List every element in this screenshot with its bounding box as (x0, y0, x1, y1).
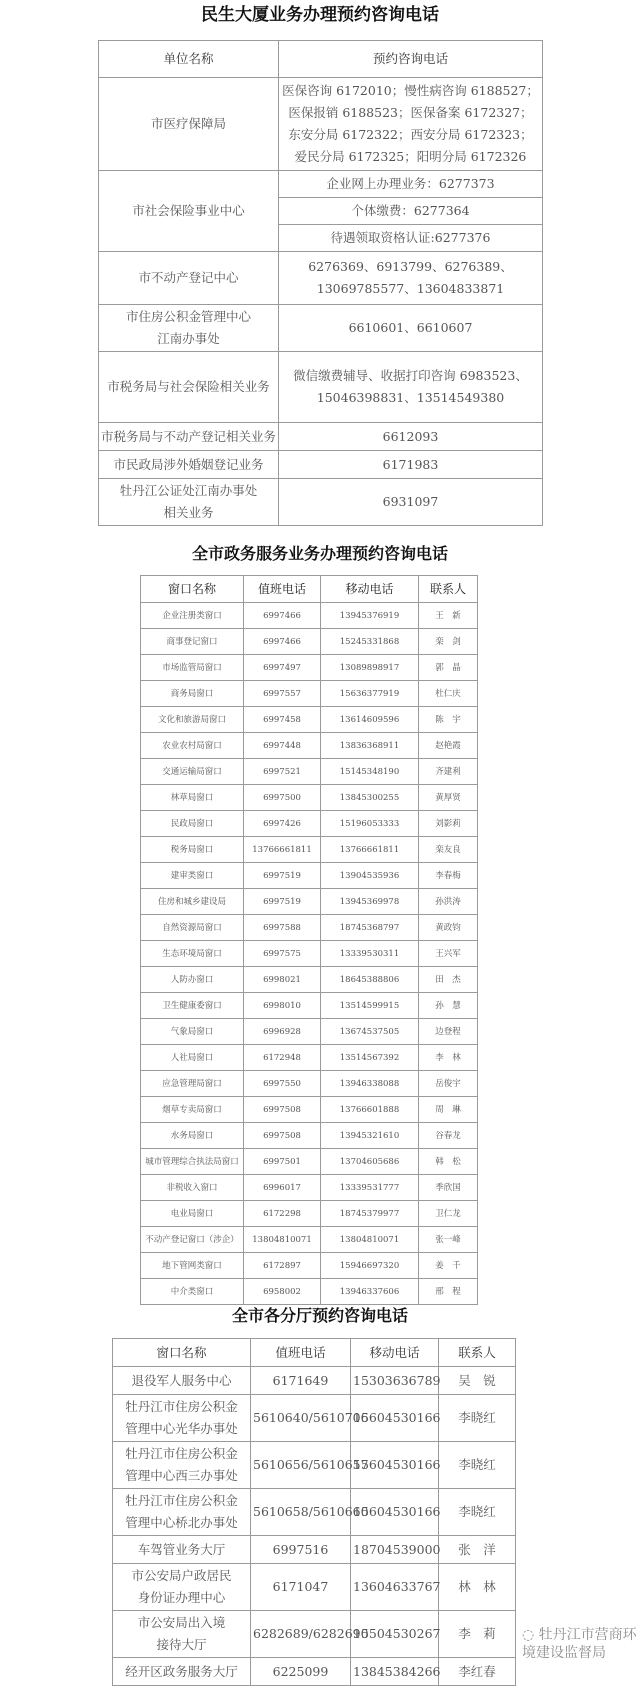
table-row (113, 1658, 516, 1686)
unit-cell: 市社会保险事业中心 (99, 171, 279, 252)
table-row (141, 1149, 478, 1175)
mobile-cell: 15604530166 (351, 1395, 439, 1442)
cell-line: 市住房公积金管理中心 (125, 309, 251, 324)
duty-phone-cell: 13766661811 (244, 837, 321, 863)
table-row (141, 915, 478, 941)
mobile-cell: 13604633767 (351, 1564, 439, 1611)
contact-cell: 张一峰 (419, 1227, 478, 1253)
contact-cell: 李 莉 (439, 1611, 516, 1658)
mobile-cell: 13766661811 (321, 837, 419, 863)
duty-phone-cell: 6997508 (244, 1097, 321, 1123)
window-name-cell (113, 1367, 251, 1395)
table-row (113, 1564, 516, 1611)
table-header-row (113, 1339, 516, 1367)
contact-cell: 陈 宇 (419, 707, 478, 733)
window-name-cell: 烟草专卖局窗口 (141, 1097, 244, 1123)
mobile-cell: 18645388806 (321, 967, 419, 993)
window-name-cell: 城市管理综合执法局窗口 (141, 1149, 244, 1175)
duty-phone-cell: 6997466 (244, 603, 321, 629)
window-name-cell: 住房和城乡建设局 (141, 889, 244, 915)
table-row (99, 352, 543, 423)
contact-cell: 田 杰 (419, 967, 478, 993)
table-row (141, 941, 478, 967)
header-duty-phone: 值班电话 (244, 576, 321, 603)
cell-line: 爱民分局 6172325；阳明分局 6172326 (294, 149, 527, 164)
window-name-cell: 商事登记窗口 (141, 629, 244, 655)
table-row (113, 1611, 516, 1658)
window-name-cell: 人社局窗口 (141, 1045, 244, 1071)
window-name-cell: 文化和旅游局窗口 (141, 707, 244, 733)
contact-cell: 齐建利 (419, 759, 478, 785)
window-name-cell (113, 1536, 251, 1564)
mobile-cell: 15504530267 (351, 1611, 439, 1658)
cell-line: 管理中心桥北办事处 (125, 1515, 238, 1530)
window-name-cell: 水务局窗口 (141, 1123, 244, 1149)
table-row (141, 1097, 478, 1123)
table-row (99, 451, 543, 479)
contact-cell: 李 林 (419, 1045, 478, 1071)
mobile-cell: 13836368911 (321, 733, 419, 759)
window-name-cell: 中介类窗口 (141, 1279, 244, 1305)
duty-phone-cell: 5610640/5610706 (251, 1395, 351, 1442)
phone-cell (279, 305, 543, 352)
contact-cell: 吴 锐 (439, 1367, 516, 1395)
window-name-cell: 气象局窗口 (141, 1019, 244, 1045)
table-row (141, 759, 478, 785)
mobile-cell: 13945369978 (321, 889, 419, 915)
window-name-cell (113, 1442, 251, 1489)
table-header-row (141, 576, 478, 603)
cell-line: 牡丹江市住房公积金 (125, 1493, 238, 1508)
table-row (141, 603, 478, 629)
duty-phone-cell: 6997521 (244, 759, 321, 785)
duty-phone-cell: 6171047 (251, 1564, 351, 1611)
table-row (141, 1019, 478, 1045)
contact-cell: 王兴军 (419, 941, 478, 967)
duty-phone-cell: 6998021 (244, 967, 321, 993)
unit-cell (99, 479, 279, 526)
section1-title: 民生大厦业务办理预约咨询电话 (201, 5, 439, 25)
duty-phone-cell: 6997550 (244, 1071, 321, 1097)
mobile-cell: 18745368797 (321, 915, 419, 941)
cell-line: 6612093 (382, 428, 439, 444)
window-name-cell (113, 1611, 251, 1658)
cell-line: 15046398831、13514549380 (316, 390, 505, 405)
mobile-cell: 15604530166 (351, 1442, 439, 1489)
window-name-cell: 地下管网类窗口 (141, 1253, 244, 1279)
unit-cell: 市医疗保障局 (99, 78, 279, 171)
duty-phone-cell: 6997557 (244, 681, 321, 707)
table-row (141, 993, 478, 1019)
wechat-icon: ◌ (522, 1627, 539, 1643)
contact-cell: 李春梅 (419, 863, 478, 889)
header-duty-phone: 值班电话 (251, 1339, 351, 1367)
table-row (141, 811, 478, 837)
contact-cell: 林 林 (439, 1564, 516, 1611)
contact-cell: 张 洋 (439, 1536, 516, 1564)
mobile-cell: 13339530311 (321, 941, 419, 967)
cell-line: 市公安局出入境 (137, 1615, 226, 1630)
cell-line: 接待大厅 (156, 1637, 207, 1652)
contact-cell: 韩 松 (419, 1149, 478, 1175)
mobile-cell: 13766601888 (321, 1097, 419, 1123)
mobile-cell: 13514567392 (321, 1045, 419, 1071)
table-row (99, 252, 543, 305)
cell-line: 管理中心光华办事处 (125, 1421, 238, 1436)
phone-cell (279, 252, 543, 305)
table-row (113, 1367, 516, 1395)
mobile-cell: 13339531777 (321, 1175, 419, 1201)
window-name-cell: 生态环境局窗口 (141, 941, 244, 967)
cell-line: 经开区政务服务大厅 (125, 1663, 238, 1679)
mobile-cell: 13945376919 (321, 603, 419, 629)
header-phone: 预约咨询电话 (279, 41, 543, 78)
table-header-row (99, 41, 543, 78)
header-mobile: 移动电话 (321, 576, 419, 603)
window-name-cell: 建审类窗口 (141, 863, 244, 889)
mobile-cell: 13704605686 (321, 1149, 419, 1175)
mobile-cell: 15303636789 (351, 1367, 439, 1395)
section3-table (112, 1338, 516, 1686)
mobile-cell: 13945321610 (321, 1123, 419, 1149)
duty-phone-cell: 6997426 (244, 811, 321, 837)
window-name-cell: 不动产登记窗口（涉企） (141, 1227, 244, 1253)
phone-cell (279, 451, 543, 479)
cell-line: 6931097 (382, 494, 439, 509)
phone-cell (279, 423, 543, 451)
window-name-cell: 人防办窗口 (141, 967, 244, 993)
contact-cell: 谷春龙 (419, 1123, 478, 1149)
header-window: 窗口名称 (113, 1339, 251, 1367)
phone-cell: 个体缴费：6277364 (279, 198, 543, 225)
cell-line: 牡丹江公证处江南办事处 (119, 483, 258, 498)
window-name-cell (113, 1395, 251, 1442)
table-row (141, 863, 478, 889)
contact-cell: 孙洪涛 (419, 889, 478, 915)
window-name-cell: 企业注册类窗口 (141, 603, 244, 629)
window-name-cell: 自然资源局窗口 (141, 915, 244, 941)
section2-table (140, 575, 478, 1305)
cell-line: 江南办事处 (157, 331, 220, 346)
duty-phone-cell: 6997458 (244, 707, 321, 733)
table-row (141, 707, 478, 733)
duty-phone-cell: 6997519 (244, 863, 321, 889)
duty-phone-cell: 6225099 (251, 1658, 351, 1686)
cell-line: 牡丹江市住房公积金 (125, 1446, 238, 1461)
window-name-cell: 商务局窗口 (141, 681, 244, 707)
header-contact: 联系人 (439, 1339, 516, 1367)
mobile-cell: 15636377919 (321, 681, 419, 707)
cell-line: 身份证办理中心 (137, 1590, 226, 1605)
contact-cell: 孙 慧 (419, 993, 478, 1019)
table-row (141, 1175, 478, 1201)
contact-cell: 黄政钧 (419, 915, 478, 941)
window-name-cell: 林草局窗口 (141, 785, 244, 811)
mobile-cell: 13089898917 (321, 655, 419, 681)
cell-line: 6610601、6610607 (348, 320, 473, 335)
table-row (141, 681, 478, 707)
duty-phone-cell: 6997516 (251, 1536, 351, 1564)
cell-line: 医保报销 6188523；医保备案 6172327； (288, 105, 533, 120)
duty-phone-cell: 6997588 (244, 915, 321, 941)
mobile-cell: 13904535936 (321, 863, 419, 889)
table-row (141, 1123, 478, 1149)
mobile-cell: 13946338088 (321, 1071, 419, 1097)
mobile-cell: 18704539000 (351, 1536, 439, 1564)
contact-cell: 栾友良 (419, 837, 478, 863)
watermark (522, 1626, 638, 1662)
contact-cell: 李晓红 (439, 1489, 516, 1536)
table-row (99, 78, 543, 171)
table-row (113, 1536, 516, 1564)
cell-line: 13069785577、13604833871 (316, 281, 505, 296)
window-name-cell (113, 1489, 251, 1536)
phone-cell: 待遇领取资格认证:6277376 (279, 225, 543, 252)
duty-phone-cell: 6997466 (244, 629, 321, 655)
duty-phone-cell: 6958002 (244, 1279, 321, 1305)
contact-cell: 杜仁庆 (419, 681, 478, 707)
contact-cell: 邢 程 (419, 1279, 478, 1305)
table-row (99, 423, 543, 451)
mobile-cell: 15245331868 (321, 629, 419, 655)
mobile-cell: 15145348190 (321, 759, 419, 785)
mobile-cell: 13514599915 (321, 993, 419, 1019)
contact-cell: 卫仁龙 (419, 1201, 478, 1227)
cell-line: 6171983 (382, 456, 439, 472)
window-name-cell: 非税收入窗口 (141, 1175, 244, 1201)
contact-cell: 姜 千 (419, 1253, 478, 1279)
table-row (141, 1253, 478, 1279)
table-row (141, 967, 478, 993)
watermark-text: 牡丹江市营商环境建设监督局 (522, 1627, 637, 1661)
phone-cell (279, 78, 543, 171)
duty-phone-cell: 6997501 (244, 1149, 321, 1175)
section3-title: 全市各分厅预约咨询电话 (231, 1306, 408, 1325)
duty-phone-cell: 5610658/5610660 (251, 1489, 351, 1536)
unit-cell (99, 305, 279, 352)
table-row (141, 655, 478, 681)
contact-cell: 季欣国 (419, 1175, 478, 1201)
duty-phone-cell: 5610656/5610657 (251, 1442, 351, 1489)
mobile-cell: 13674537505 (321, 1019, 419, 1045)
table-row (141, 1279, 478, 1305)
contact-cell: 王 新 (419, 603, 478, 629)
window-name-cell: 电业局窗口 (141, 1201, 244, 1227)
section1-table (98, 40, 543, 526)
phone-cell (279, 479, 543, 526)
table-row (141, 1201, 478, 1227)
duty-phone-cell: 6996928 (244, 1019, 321, 1045)
duty-phone-cell: 6997575 (244, 941, 321, 967)
duty-phone-cell: 6172948 (244, 1045, 321, 1071)
window-name-cell: 卫生健康委窗口 (141, 993, 244, 1019)
window-name-cell: 税务局窗口 (141, 837, 244, 863)
contact-cell: 栾 剑 (419, 629, 478, 655)
contact-cell: 李红春 (439, 1658, 516, 1686)
duty-phone-cell: 6996017 (244, 1175, 321, 1201)
mobile-cell: 13614609596 (321, 707, 419, 733)
cell-line: 牡丹江市住房公积金 (125, 1399, 238, 1414)
window-name-cell: 交通运输局窗口 (141, 759, 244, 785)
table-row (99, 305, 543, 352)
table-row (141, 785, 478, 811)
contact-cell: 刘影莉 (419, 811, 478, 837)
mobile-cell: 13804810071 (321, 1227, 419, 1253)
cell-line: 相关业务 (163, 505, 214, 520)
cell-line: 6276369、6913799、6276389、 (308, 259, 513, 274)
cell-line: 东安分局 6172322；西安分局 6172323； (288, 127, 533, 142)
table-row (113, 1395, 516, 1442)
table-row (99, 479, 543, 526)
duty-phone-cell: 6172298 (244, 1201, 321, 1227)
window-name-cell: 市场监管局窗口 (141, 655, 244, 681)
table-row (141, 1045, 478, 1071)
table-row (141, 629, 478, 655)
mobile-cell: 15946697320 (321, 1253, 419, 1279)
phone-cell (279, 352, 543, 423)
unit-cell: 市税务局与不动产登记相关业务 (99, 423, 279, 451)
unit-cell: 市税务局与社会保险相关业务 (99, 352, 279, 423)
cell-line: 微信缴费辅导、收据打印咨询 6983523、 (293, 368, 528, 383)
cell-line: 车驾管业务大厅 (137, 1541, 226, 1557)
header-contact: 联系人 (419, 576, 478, 603)
contact-cell: 边登程 (419, 1019, 478, 1045)
section2-title: 全市政务服务业务办理预约咨询电话 (191, 544, 448, 563)
header-window: 窗口名称 (141, 576, 244, 603)
table-row (141, 1227, 478, 1253)
contact-cell: 岳俊宇 (419, 1071, 478, 1097)
contact-cell: 周 琳 (419, 1097, 478, 1123)
cell-line: 市公安局户政居民 (131, 1568, 232, 1583)
contact-cell: 黄厚贤 (419, 785, 478, 811)
window-name-cell (113, 1658, 251, 1686)
phone-cell: 企业网上办理业务：6277373 (279, 171, 543, 198)
mobile-cell: 15196053333 (321, 811, 419, 837)
duty-phone-cell: 6997497 (244, 655, 321, 681)
unit-cell: 市民政局涉外婚姻登记业务 (99, 451, 279, 479)
duty-phone-cell: 6282689/6282690 (251, 1611, 351, 1658)
duty-phone-cell: 6997500 (244, 785, 321, 811)
table-row (141, 837, 478, 863)
mobile-cell: 13845300255 (321, 785, 419, 811)
unit-cell: 市不动产登记中心 (99, 252, 279, 305)
header-mobile: 移动电话 (351, 1339, 439, 1367)
duty-phone-cell: 6997519 (244, 889, 321, 915)
duty-phone-cell: 6998010 (244, 993, 321, 1019)
mobile-cell: 13845384266 (351, 1658, 439, 1686)
window-name-cell: 应急管理局窗口 (141, 1071, 244, 1097)
table-row (141, 1071, 478, 1097)
table-row (113, 1442, 516, 1489)
duty-phone-cell: 6171649 (251, 1367, 351, 1395)
mobile-cell: 13946337606 (321, 1279, 419, 1305)
table-row (113, 1489, 516, 1536)
mobile-cell: 18745379977 (321, 1201, 419, 1227)
cell-line: 管理中心西三办事处 (125, 1468, 238, 1483)
table-row (99, 171, 543, 198)
cell-line: 退役军人服务中心 (131, 1372, 232, 1388)
header-unit: 单位名称 (99, 41, 279, 78)
mobile-cell: 15604530166 (351, 1489, 439, 1536)
cell-line: 医保咨询 6172010；慢性病咨询 6188527； (282, 83, 539, 98)
duty-phone-cell: 6997448 (244, 733, 321, 759)
contact-cell: 赵艳霞 (419, 733, 478, 759)
contact-cell: 李晓红 (439, 1395, 516, 1442)
table-row (141, 733, 478, 759)
contact-cell: 郭 晶 (419, 655, 478, 681)
window-name-cell (113, 1564, 251, 1611)
table-row (141, 889, 478, 915)
duty-phone-cell: 6172897 (244, 1253, 321, 1279)
window-name-cell: 民政局窗口 (141, 811, 244, 837)
contact-cell: 李晓红 (439, 1442, 516, 1489)
duty-phone-cell: 13804810071 (244, 1227, 321, 1253)
duty-phone-cell: 6997508 (244, 1123, 321, 1149)
window-name-cell: 农业农村局窗口 (141, 733, 244, 759)
